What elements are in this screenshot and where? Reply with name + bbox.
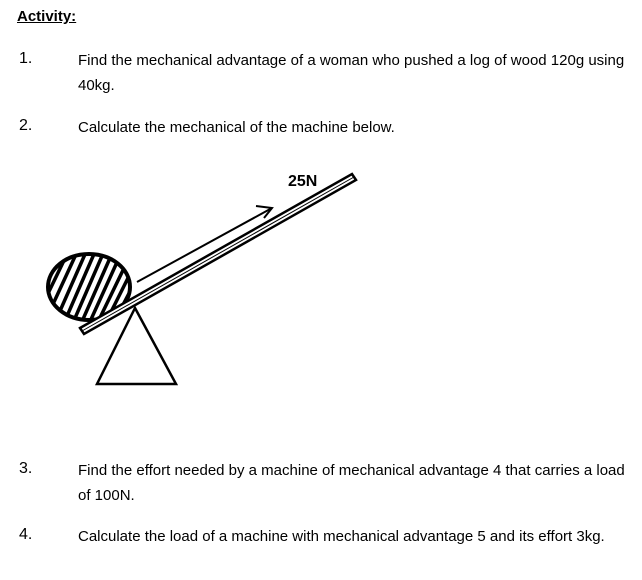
question-3-number: 3. <box>19 460 33 477</box>
load-ball-icon <box>32 248 138 326</box>
question-1-number: 1. <box>19 50 33 67</box>
lever-diagram <box>0 160 642 400</box>
question-4-number: 4. <box>19 526 33 543</box>
question-1-text: Find the mechanical advantage of a woman who pushed a log of wood 120g using 40kg. <box>78 52 625 94</box>
question-2-number: 2. <box>19 117 33 134</box>
effort-arrow-icon <box>137 206 272 282</box>
question-4-text: Calculate the load of a machine with mechanical advantage 5 and its effort 3kg. <box>78 528 605 545</box>
force-label: 25N <box>288 173 318 190</box>
question-2-text: Calculate the mechanical of the machine below. <box>78 119 395 136</box>
lever-plank-icon <box>80 174 356 334</box>
activity-heading: Activity: <box>17 8 77 25</box>
question-3-text: Find the effort needed by a machine of mechanical advantage 4 that carries a load of 100N. <box>78 462 625 504</box>
